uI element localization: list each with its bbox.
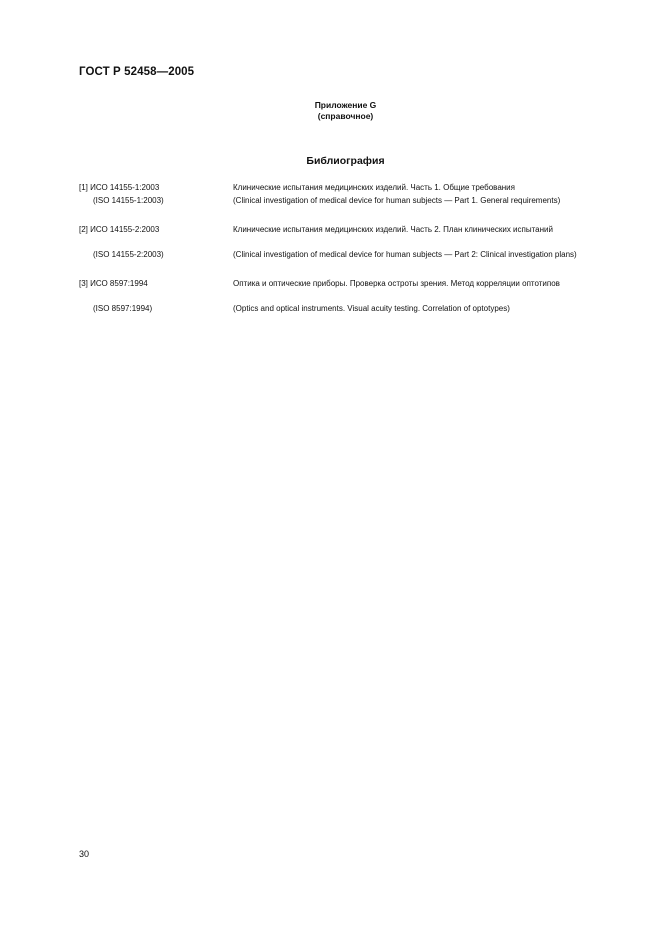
entry-description: (Clinical investigation of medical device for human subjects — Part 2: Clinical investigation plans) <box>233 250 577 259</box>
entry-reference: [2] ИСО 14155-2:2003 <box>79 225 160 234</box>
entry-reference: [3] ИСО 8597:1994 <box>79 279 148 288</box>
entry-description: Клинические испытания медицинских изделий. Часть 2. План клинических испытаний <box>233 225 553 234</box>
entry-description: Клинические испытания медицинских изделий. Часть 1. Общие требования <box>233 183 515 192</box>
entry-description: (Optics and optical instruments. Visual acuity testing. Correlation of optotypes) <box>233 304 510 313</box>
entry-reference: (ISO 14155-1:2003) <box>93 196 164 205</box>
document-header: ГОСТ Р 52458—2005 <box>79 66 195 78</box>
entry-description: Оптика и оптические приборы. Проверка остроты зрения. Метод корреляции оптотипов <box>233 279 560 288</box>
entry-reference: (ISO 14155-2:2003) <box>93 250 164 259</box>
section-title: Библиография <box>306 155 385 167</box>
page-number: 30 <box>79 849 90 859</box>
entry-reference: [1] ИСО 14155-1:2003 <box>79 183 160 192</box>
appendix-heading <box>0 100 661 122</box>
appendix-note: (справочное) <box>317 111 374 121</box>
entry-reference: (ISO 8597:1994) <box>93 304 153 313</box>
appendix-title: Приложение G <box>314 100 377 110</box>
entry-description: (Clinical investigation of medical device for human subjects — Part 1. General requirements) <box>233 196 561 205</box>
